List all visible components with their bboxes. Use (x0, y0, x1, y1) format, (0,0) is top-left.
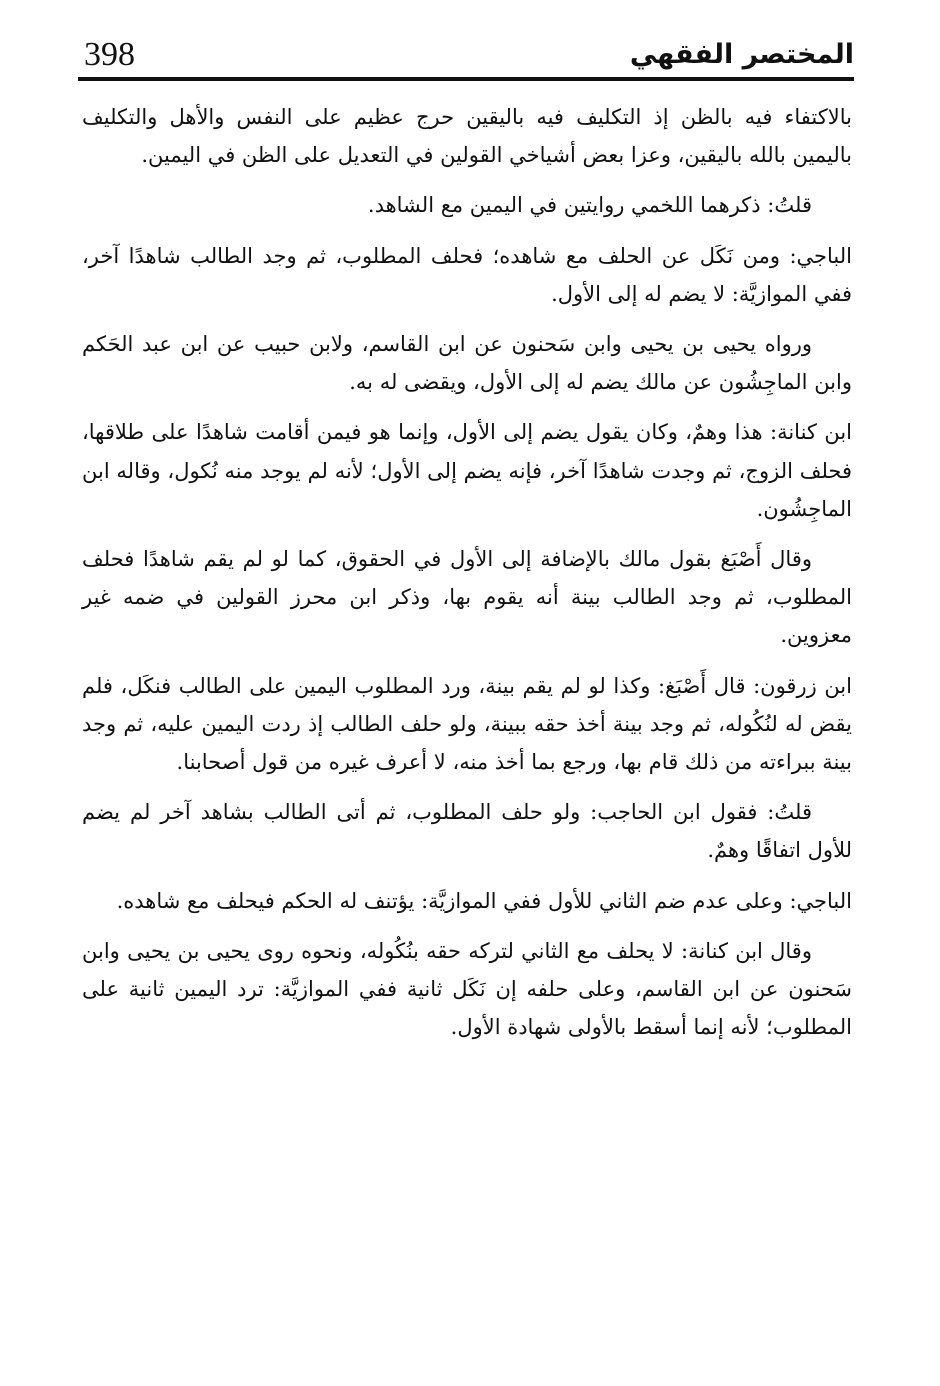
paragraph: قلتُ: ذكرهما اللخمي روايتين في اليمين مع الشاهد. (367, 193, 812, 218)
paragraph: وقال أَصْبَغ بقول مالك بالإضافة إلى الأول في الحقوق، كما لو لم يقم شاهدًا فحلف المطلوب، ثم وجد الطالب بينة أنه يقوم بها، وذكر ابن محرز القولين في ضمه غير معزوين. (82, 547, 852, 648)
paragraph: ابن زرقون: قال أَصْبَغ: وكذا لو لم يقم بينة، ورد المطلوب اليمين على الطالب فنكَل، فلم يقض له لنُكُوله، ثم وجد بينة أخذ حقه ببينة، ولو حلف الطالب إذ ردت اليمين عليه، ثم وجد بينة ببراءته من ذلك قام بها، ورجع بما أخذ منه، لا أعرف غيره من قول أصحابنا. (82, 673, 852, 775)
page-number: 398 (84, 36, 135, 73)
page-body (82, 98, 852, 1058)
paragraph: بالاكتفاء فيه بالظن إذ التكليف فيه باليقين حرج عظيم على النفس والأهل والتكليف باليمين بالله باليقين، وعزا بعض أشياخي القولين في التعديل على الظن في اليمين. (82, 105, 852, 168)
paragraph: الباجي: وعلى عدم ضم الثاني للأول ففي الموازيَّة: يؤتنف له الحكم فيحلف مع شاهده. (116, 888, 852, 913)
page-header (78, 28, 854, 72)
paragraph: الباجي: ومن نَكَل عن الحلف مع شاهده؛ فحلف المطلوب، ثم وجد الطالب شاهدًا آخر، ففي الموازيَّة: لا يضم له إلى الأول. (82, 243, 852, 306)
paragraph: وقال ابن كنانة: لا يحلف مع الثاني لتركه حقه بنُكُوله، ونحوه روى يحيى بن يحيى وابن سَحنون عن ابن القاسم، وعلى حلفه إن نَكَل ثانية ففي الموازيَّة: ترد اليمين ثانية على المطلوب؛ لأنه إنما أسقط بالأولى شهادة الأول. (82, 938, 852, 1040)
paragraph: ابن كنانة: هذا وهمٌ، وكان يقول يضم إلى الأول، وإنما هو فيمن أقامت شاهدًا على طلاقها، فحلف الزوج، ثم وجدت شاهدًا آخر، فإنه يضم إلى الأول؛ لأنه لم يوجد منه نُكول، وقاله ابن الماجِشُون. (82, 420, 852, 521)
running-title: المختصر الفقهي (629, 39, 854, 70)
paragraph: قلتُ: فقول ابن الحاجب: ولو حلف المطلوب، ثم أتى الطالب بشاهد آخر لم يضم للأول اتفاقًا وهمٌ. (82, 800, 852, 863)
paragraph: ورواه يحيى بن يحيى وابن سَحنون عن ابن القاسم، ولابن حبيب عن ابن عبد الحَكم وابن الماجِشُون عن مالك يضم له إلى الأول، ويقضى له به. (82, 332, 852, 395)
header-rule (78, 77, 854, 81)
